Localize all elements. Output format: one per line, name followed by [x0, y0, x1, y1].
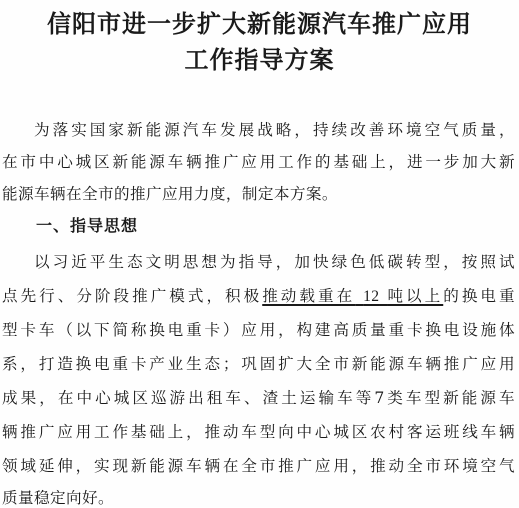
body-line-2: [0, 284, 519, 306]
intro-line-1: 为落实国家新能源汽车发展战略，持续改善环境空气质量，: [34, 121, 515, 139]
document-title-line-2: 工作指导方案: [184, 46, 335, 74]
intro-line-2: 在市中心城区新能源车辆推广应用工作的基础上，进一步加大新: [2, 153, 515, 171]
body-line-8: 质量稳定向好。: [2, 489, 114, 507]
underlined-text-b: 吨以上: [387, 287, 444, 305]
body-line-3: 型卡车（以下简称换电重卡）应用，构建高质量重卡换电设施体: [2, 321, 515, 339]
intro-line-3: 能源车辆在全市的推广应用力度，制定本方案。: [2, 185, 338, 203]
body-line-2-pre: 点先行、分阶段推广模式，积极: [2, 287, 263, 305]
document-title-line-1: 信阳市进一步扩大新能源汽车推广应用: [47, 10, 472, 38]
body-line-4: 系，打造换电重卡产业生态；巩固扩大全市新能源车辆推广应用: [2, 355, 515, 373]
tonnage-number: 12: [363, 288, 380, 305]
body-line-1: 以习近平生态文明思想为指导，加快绿色低碳转型，按照试: [34, 253, 515, 271]
body-line-6: 辆推广应用工作基础上，推动车型向中心城区农村客运班线车辆: [2, 423, 515, 441]
body-line-2-post: 的换电重: [443, 287, 515, 305]
underlined-text-a: 推动载重在: [262, 287, 356, 305]
section-heading: 一、指导思想: [36, 216, 139, 235]
body-line-5: 成果，在中心城区巡游出租车、渣土运输车等7类车型新能源车: [2, 389, 515, 407]
underlined-phrase: [262, 287, 443, 305]
body-line-7: 领域延伸，实现新能源车辆在全市推广应用，推动全市环境空气: [2, 457, 515, 475]
